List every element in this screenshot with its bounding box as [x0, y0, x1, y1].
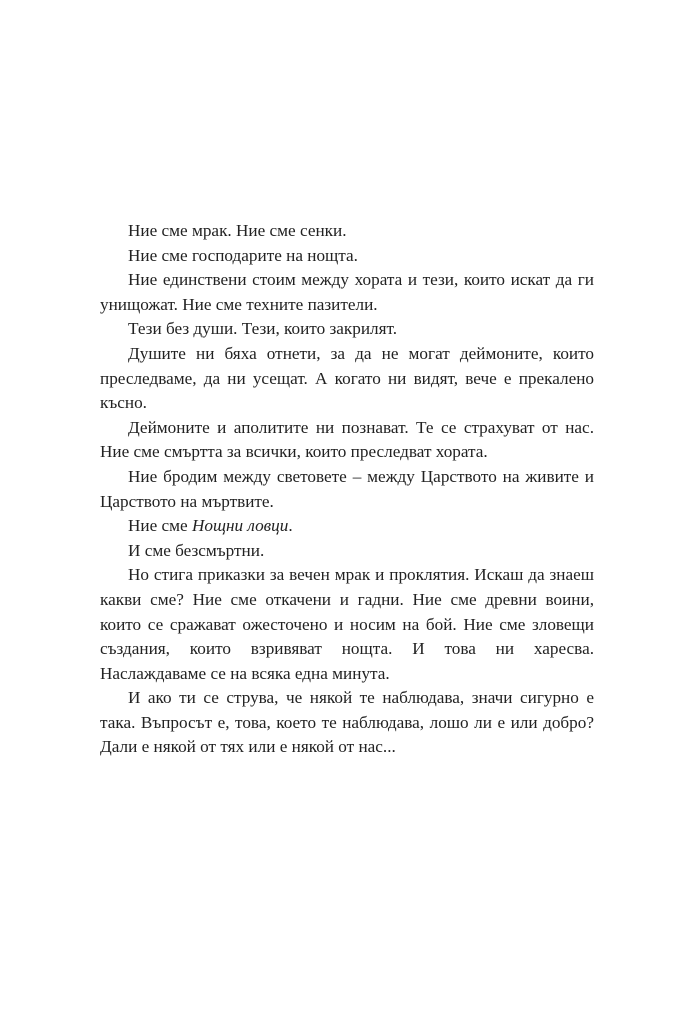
paragraph: Тези без души. Тези, които закрилят. — [128, 319, 398, 339]
body-text — [100, 219, 594, 760]
paragraph: Ние сме мрак. Ние сме сенки. — [128, 221, 347, 240]
paragraph: Ние бродим между световете – между Царството на живите и Царството на мъртвите. — [100, 466, 594, 511]
night-hunters-after: . — [288, 516, 293, 536]
night-hunters-italic: Нощни ловци — [191, 516, 289, 536]
paragraph: Душите ни бяха отнети, за да не могат деймоните, които преследваме, да ни усещат. А когато ни видят, вече е прекалено късно. — [100, 343, 594, 413]
paragraph: И сме безсмъртни. — [128, 540, 265, 560]
paragraph-night-hunters — [100, 514, 594, 539]
night-hunters-before: Ние сме — [128, 516, 192, 536]
paragraph: Но стига приказки за вечен мрак и проклятия. Искаш да знаеш какви сме? Ние сме откачени и гадни. Ние сме древни воини, които се сражават ожесточено и носим на бой. Ние сме зловещи създания, които взривяват нощта. И това ни харесва. Наслаждаваме се на всяка една минута. — [100, 565, 594, 683]
paragraph: Ние единствени стоим между хората и тези, които искат да ги унищожат. Ние сме техните пазители. — [100, 270, 594, 314]
paragraph: И ако ти се струва, че някой те наблюдава, значи сигурно е така. Въпросът е, това, което те наблюдава, лошо ли е или добро? Дали е някой от тях или е някой от нас... — [100, 688, 594, 757]
paragraph: Деймоните и аполитите ни познават. Те се страхуват от нас. Ние сме смъртта за всички, които преследват хората. — [100, 417, 594, 462]
paragraph: Ние сме господарите на нощта. — [128, 245, 358, 265]
